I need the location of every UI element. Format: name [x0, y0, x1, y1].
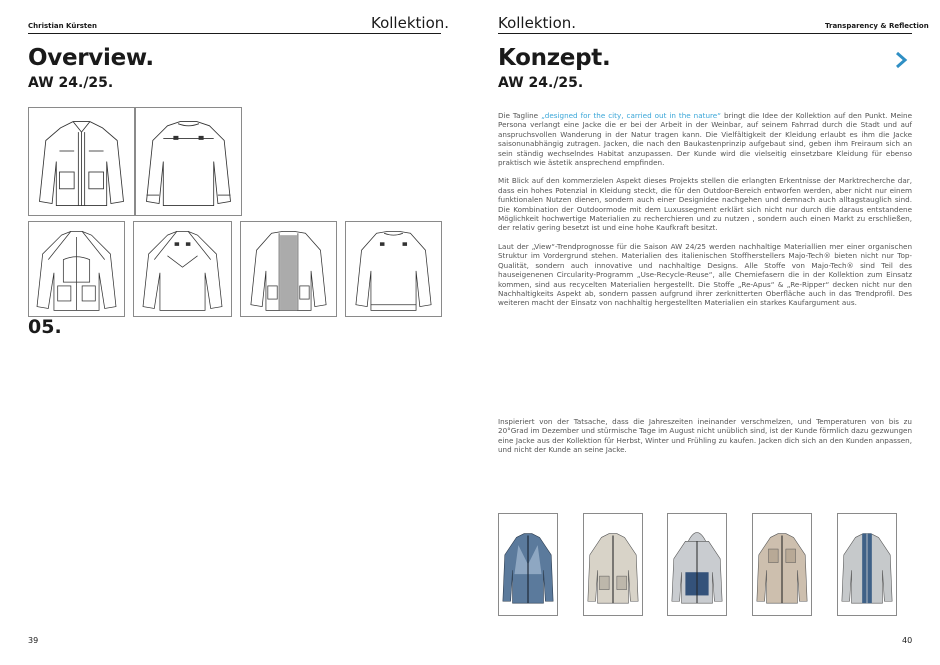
jacket-back-flat-sketch: [135, 107, 242, 216]
grey-denim-trim-jacket-illustration: [837, 513, 897, 616]
page-subtitle-right: AW 24./25.: [498, 75, 584, 91]
author-name: Christian Kürsten: [28, 22, 98, 30]
beige-utility-jacket-illustration: [583, 513, 643, 616]
grey-hooded-jacket-illustration: [667, 513, 727, 616]
tagline-highlight: „designed for the city, carried out in the nature“: [541, 111, 721, 120]
header-rule: [28, 33, 441, 34]
section-label: Kollektion.: [371, 14, 450, 32]
chapter-number: 05.: [28, 316, 62, 338]
concept-text-closing: [498, 417, 912, 464]
tan-pocket-jacket-illustration: [752, 513, 812, 616]
header-rule-right: [498, 33, 912, 34]
paragraph-1: Die Tagline „designed for the city, carried out in the nature“ bringt die Idee der Kollektion auf den Punkt. Meine Persona verlangt eine Jacke die er bei der Arbeit in der Weinbar, auf seinem Fahrrad durch die Stadt und auf anspruchsvollen Wanderung in der Natur tragen kann. Die Vielfältigkeit der Kleidung erlaubt es ihm die Jacke saisonunabhängig zutragen. Jacken, die nach den Baukastenprinzip aufgebaut sind, geben ihm Freiraum sich an sein ständig wechselndes Habitat anzupassen. Der Kunde wird die vielseitig einsetzbare Kleidung für ebenso praktisch wie ästetik ansprechend empfinden.: [498, 111, 912, 168]
page-number-left: 39: [28, 636, 39, 645]
page-title-right: Konzept.: [498, 45, 611, 71]
raglan-jacket-back-sketch: [133, 221, 232, 317]
tagline-label: Transparency & Reflection: [825, 22, 929, 30]
page-subtitle: AW 24./25.: [28, 75, 114, 91]
section-label-right: Kollektion.: [498, 14, 577, 32]
chevron-right-icon[interactable]: [893, 50, 909, 70]
page-number-right: 40: [902, 636, 913, 645]
liner-jacket-back-sketch: [345, 221, 442, 317]
paragraph-3: Laut der „View“-Trendprognosse für die Saison AW 24/25 werden nachhaltige Materiallien mer einer organischen Struktur im Vordergrund stehen. Materialien des italienischen Stoffherstellers Majo-Tech® bieten nicht nur Top-Qualität, sondern auch innovative und nachhaltige Designs. Alle Stoffe von Majo-Tech® sind Teil des hauseigenenen Circularity-Programm „Use-Recycle-Reuse“, alle Chemiefasern die in der Kollektion zum Einsatz kommen, sind aus recycelten Materialien hergestellt. Die Stoffe „Re-Apus“ & „Re-Ripper“ decken nicht nur den Nachhaltigkeits Aspekt ab, sondern passen aufgrund ihrer zerknitterten Oberfläche auch in das Trendprofil. Des weiteren macht der Einsatz von nachhaltig hergestellten Materialien ein starkes Kaufargument aus.: [498, 241, 912, 308]
raglan-jacket-front-sketch: [28, 221, 125, 317]
open-liner-jacket-sketch: [240, 221, 337, 317]
blue-patterned-jacket-illustration: [498, 513, 558, 616]
paragraph-2: Mit Blick auf den kommerzielen Aspekt dieses Projekts stellen die erlangten Erkentnisse der Marktrecherche dar, dass ein hohes Potenzial in Kleidung steckt, die für den Outdoor-Bereich entworfen werden, aber nicht nur einem funktionalen Nutzen dienen, sondern auch einer Designidee nachgehen und demnach auch alltagstauglich sind. Die Kombination der Outdoormode mit dem Luxussegment erklärt sich nicht nur durch die daraus entstandene Möglichkeit hochwertige Materialien zu recherchieren und zu nutzen , sondern auch einen Markt zu erschließen, der relativ gering besetzt ist und eine hohe Kaufkraft besitzt.: [498, 176, 912, 233]
paragraph-4: Inspieriert von der Tatsache, dass die Jahreszeiten ineinander verschmelzen, und Temperaturen von bis zu 20°Grad im Dezember und stürmische Tage im August nicht unüblich sind, ist der Kunde förmlich dazu gezwungen eine Jacke aus der Kollektion für Herbst, Winter und Frühling zu kaufen. Jacken dich sich an den Kunden anpassen, und nicht der Kunde an seine Jacke.: [498, 417, 912, 455]
jacket-front-flat-sketch: [28, 107, 135, 216]
page-title: Overview.: [28, 45, 154, 71]
concept-text: [498, 111, 912, 317]
